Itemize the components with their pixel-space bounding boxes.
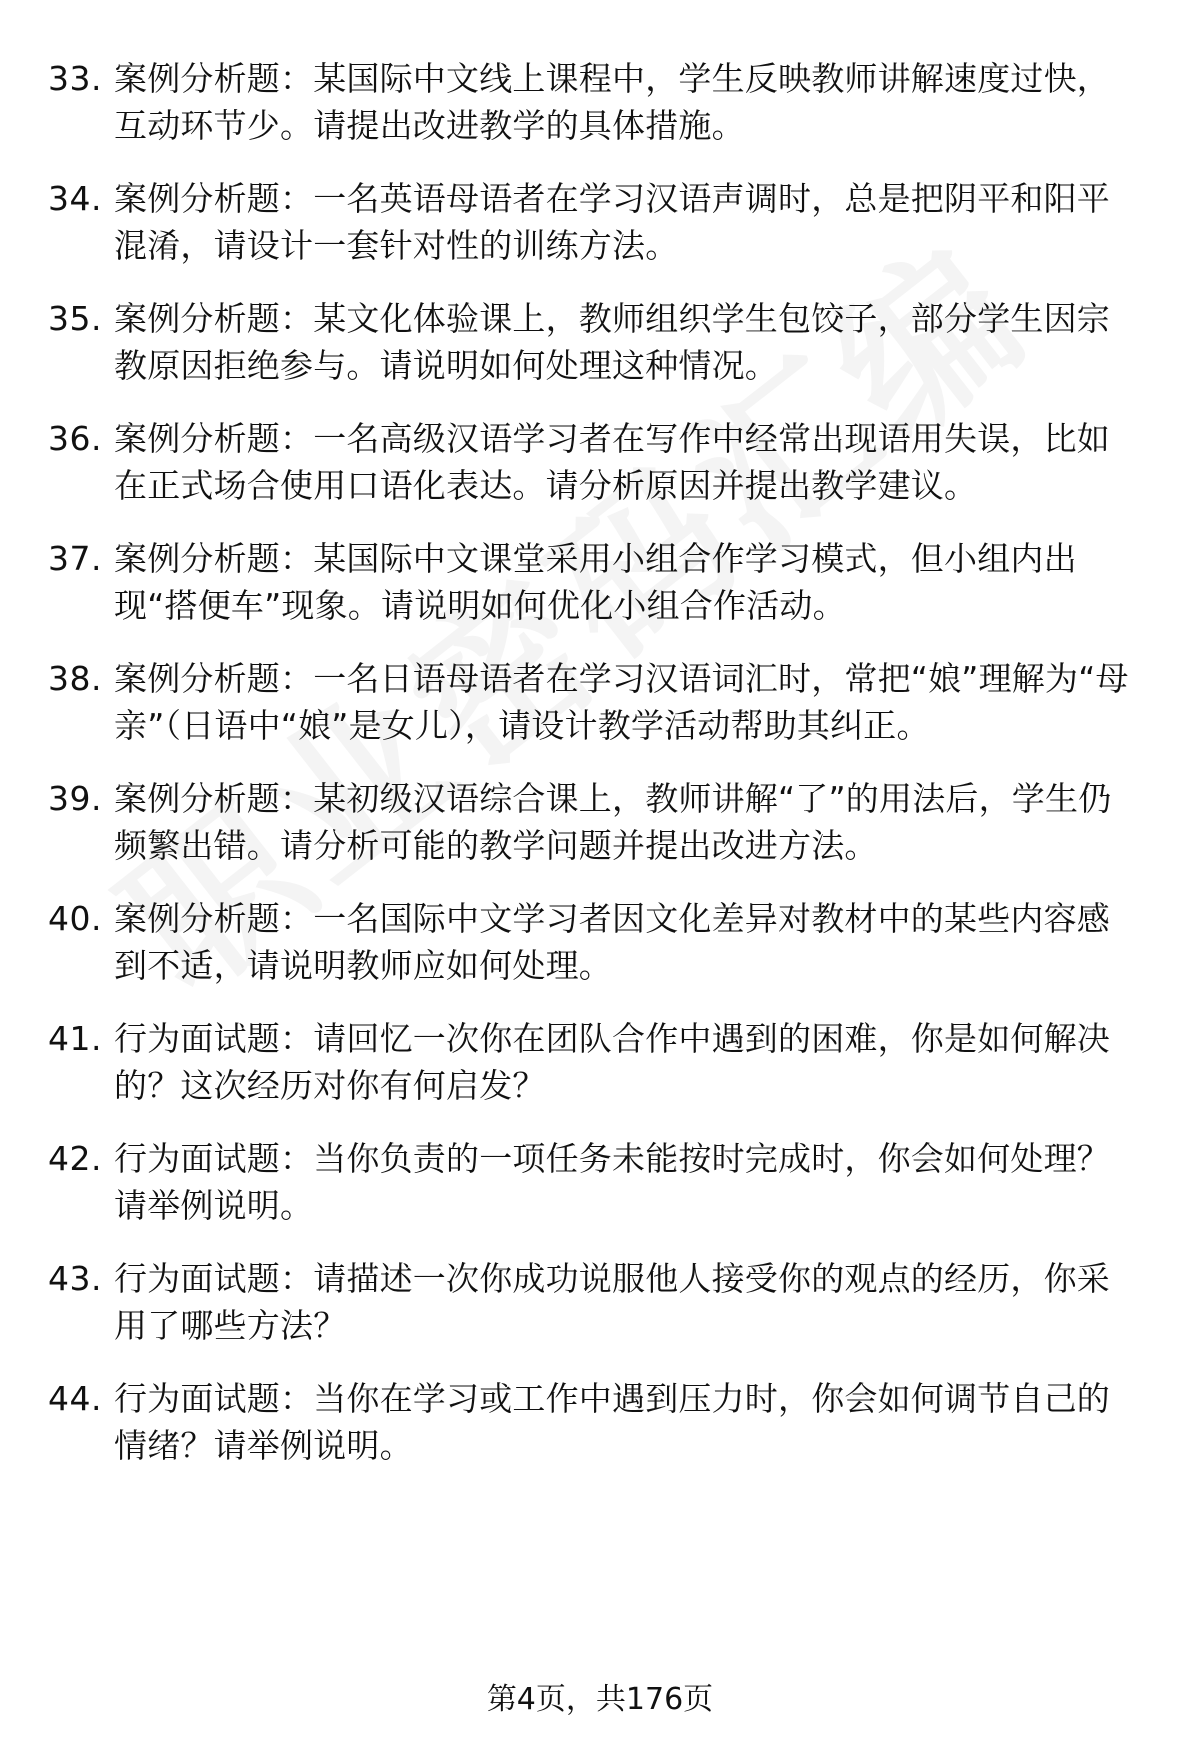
question-text: 行为面试题：请描述一次你成功说服他人接受你的观点的经历，你采用了哪些方法？ [114,1259,1110,1345]
question-text: 案例分析题：一名国际中文学习者因文化差异对教材中的某些内容感到不适，请说明教师应如何处理。 [114,899,1110,985]
question-text: 案例分析题：某初级汉语综合课上，教师讲解“了”的用法后，学生仍频繁出错。请分析可能的教学问题并提出改进方法。 [114,779,1112,865]
list-item [48,295,1138,389]
list-item [48,415,1138,509]
question-number: 35. [48,299,102,338]
question-text: 行为面试题：当你负责的一项任务未能按时完成时，你会如何处理？请举例说明。 [114,1139,1110,1225]
page-footer: 第4页，共176页 [486,1682,714,1717]
list-item [48,535,1138,629]
question-number: 33. [48,59,102,98]
question-text: 行为面试题：请回忆一次你在团队合作中遇到的困难，你是如何解决的？这次经历对你有何启发？ [114,1019,1110,1105]
question-text: 案例分析题：某国际中文线上课程中，学生反映教师讲解速度过快，互动环节少。请提出改进教学的具体措施。 [114,59,1110,145]
question-number: 44. [48,1379,102,1418]
list-item [48,1135,1138,1229]
list-item [48,1255,1138,1349]
question-number: 42. [48,1139,102,1178]
list-item [48,1375,1138,1469]
question-number: 34. [48,179,102,218]
list-item [48,655,1138,749]
list-item [48,175,1138,269]
question-number: 37. [48,539,102,578]
list-item [48,895,1138,989]
question-text: 案例分析题：某文化体验课上，教师组织学生包饺子，部分学生因宗教原因拒绝参与。请说明如何处理这种情况。 [114,299,1110,385]
question-list [48,55,1138,1495]
list-item [48,775,1138,869]
question-text: 案例分析题：某国际中文课堂采用小组合作学习模式，但小组内出现“搭便车”现象。请说明如何优化小组合作活动。 [114,539,1077,625]
question-number: 38. [48,659,102,698]
list-item [48,55,1138,149]
question-number: 40. [48,899,102,938]
question-text: 案例分析题：一名高级汉语学习者在写作中经常出现语用失误，比如在正式场合使用口语化表达。请分析原因并提出教学建议。 [114,419,1110,505]
list-item [48,1015,1138,1109]
question-number: 41. [48,1019,102,1058]
question-text: 行为面试题：当你在学习或工作中遇到压力时，你会如何调节自己的情绪？请举例说明。 [114,1379,1110,1465]
question-number: 36. [48,419,102,458]
question-number: 43. [48,1259,102,1298]
question-number: 39. [48,779,102,818]
question-text: 案例分析题：一名英语母语者在学习汉语声调时，总是把阴平和阳平混淆，请设计一套针对性的训练方法。 [114,179,1110,265]
question-text: 案例分析题：一名日语母语者在学习汉语词汇时，常把“娘”理解为“母亲”（日语中“娘”是女儿），请设计教学活动帮助其纠正。 [114,659,1129,745]
